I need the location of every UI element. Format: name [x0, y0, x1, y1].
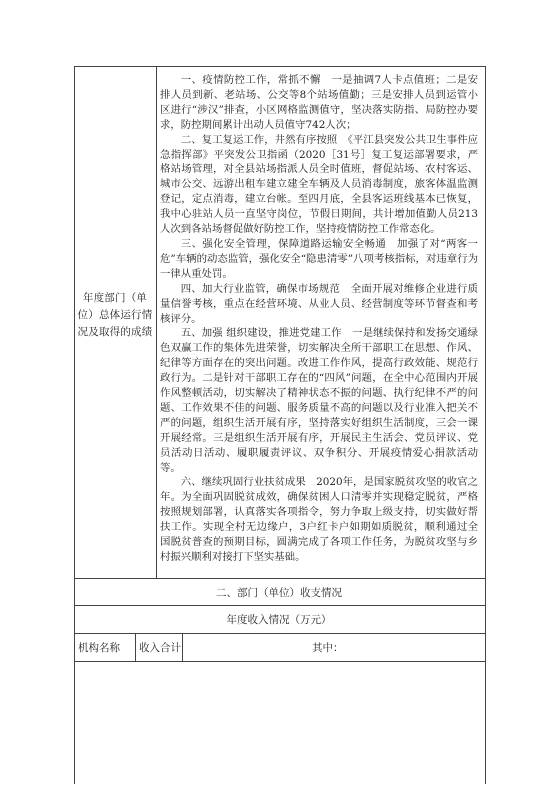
header-income-total: 收入合计	[139, 642, 181, 654]
column-divider	[135, 633, 136, 661]
performance-content	[160, 73, 478, 565]
header-org-name: 机构名称	[78, 642, 120, 654]
row-label-annual-performance: 年度部门（单位）总体运行情况及取得的成绩	[77, 292, 153, 338]
row-divider	[74, 605, 485, 606]
row-divider	[74, 578, 485, 579]
column-divider	[156, 66, 157, 578]
paragraph-safety-management: 三、强化安全管理，保障道路运输安全畅通 加强了对“两客一危”车辆的动态监管，强化安全“隐患清零”八项考核指标，对违章行为一律从重处罚。	[160, 237, 478, 280]
paragraph-industry-supervision: 四、加大行业监管，确保市场规范 全面开展对维修企业进行质量信誉考核，重点在经营环境、从业人员、经营制度等环节督查和考核评分。	[160, 282, 478, 325]
paragraph-work-resumption: 二、复工复运工作，井然有序按照 《平江县突发公共卫生事件应急指挥部》平突发公卫指函（2020［31号］复工复运部署要求，严格站场管理，对全县站场指派人员全时值班，督促站场、农村客运、城市公交、远游出租车建立建全车辆及人员消毒制度，旅客体温监测登记，定点消毒，建立台帐。至四月底，全县客运班线基本已恢复，我中心驻站人员一直坚守岗位，节假日期间，共计增加值勤人员213人次到各站场督促做好防控工作，坚持疫情防控工作常态化。	[160, 133, 478, 236]
row-divider	[74, 661, 485, 662]
table-top-border	[74, 66, 485, 67]
section-title-income-expenditure: 二、部门（单位）收支情况	[216, 587, 342, 599]
column-divider	[182, 633, 183, 661]
paragraph-party-building: 五、加强 组织建设，推进党建工作 一是继续保持和发扬交通绿色双赢工作的集体先进荣誉，切实解决全所干部职工在思想、作风、纪律等方面存在的突出问题。改进工作作风，提高行政效能、规范行政行为。二是针对干部职工存在的“四风”问题，在全中心范围内开展作风整顿活动，切实解决了精神状态不振的问题、执行纪律不严的问题、工作效果不佳的问题、服务质量不高的问题以及行业准入把关不严的问题，组织生活开展有序，坚持落实好组织生活制度，三会一课开展经常。三是组织生活开展有序，开展民主生活会、党员评议、党员活动日活动、履职履责评议、双争积分、开展疫情爱心捐款活动等。	[160, 327, 478, 474]
paragraph-poverty-alleviation: 六、继续巩固行业扶贫成果 2020年，是国家脱贫攻坚的收官之年。为全面巩固脱贫成效，确保贫困人口清零并实现稳定脱贫，严格按照规划部署，认真落实各项指令，努力争取上级支持，切实做好帮扶工作。实现全村无边缘户，3户红卡户如期如质脱贫，顺利通过全国脱贫普查的预期目标，圆满完成了各项工作任务，为脱贫攻坚与乡村振兴顺利对接打下坚实基础。	[160, 476, 478, 563]
table-title-annual-income: 年度收入情况（万元）	[226, 614, 332, 626]
header-of-which: 其中：	[312, 642, 344, 654]
paragraph-epidemic-control: 一、疫情防控工作，常抓不懈 一是抽调7人卡点值班；二是安排人员到新、老站场、公交等8个站场值勤；三是安排人员到运管小区进行“涉汉”排查，小区网格监测值守，坚决落实防指、局防控办要求，防控期间累计出动人员值守742人次；	[160, 74, 478, 131]
